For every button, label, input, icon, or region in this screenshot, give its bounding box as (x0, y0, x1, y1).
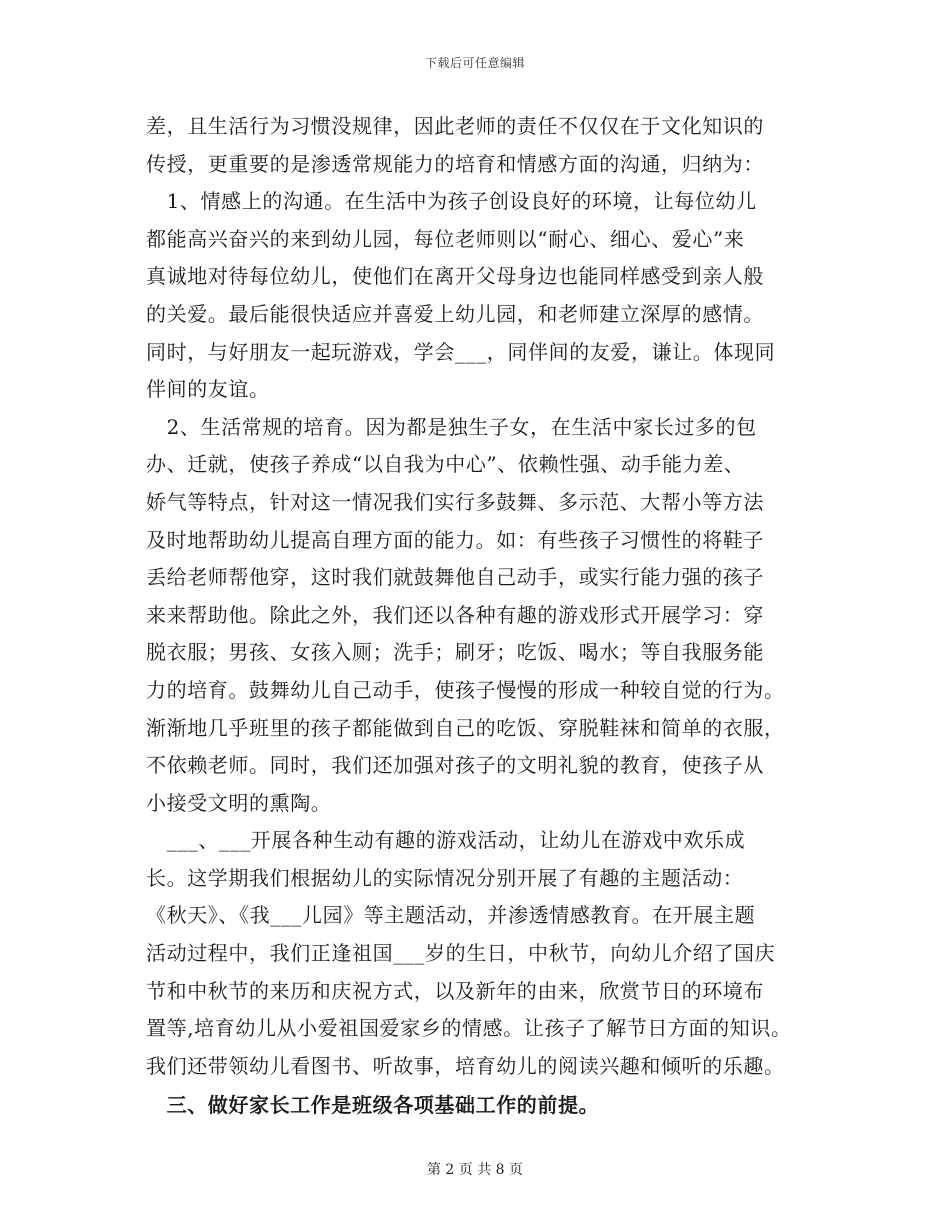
text-line: 2、生活常规的培育。因为都是独生子女，在生活中家长过多的包 (146, 414, 757, 439)
text-line: 《秋天》、《我___儿园》等主题活动，并渗透情感教育。在开展主题 (146, 903, 756, 928)
text-line: 的关爱。最后能很快适应并喜爱上幼儿园，和老师建立深厚的感情。 (146, 301, 764, 326)
section-heading: 三、做好家长工作是班级各项基础工作的前提。 (146, 1093, 600, 1118)
text-line: 力的培育。鼓舞幼儿自己动手，使孩子慢慢的形成一种较自觉的行为。 (146, 677, 785, 702)
header-note: 下载后可任意编辑 (424, 56, 525, 70)
text-line: 1、情感上的沟通。在生活中为孩子创设良好的环境，让每位幼儿 (146, 189, 757, 214)
text-line: 伴间的友谊。 (146, 377, 270, 402)
text-line: 同时，与好朋友一起玩游戏，学会___，同伴间的友爱，谦让。体现同 (146, 339, 776, 364)
text-line: 长。这学期我们根据幼儿的实际情况分别开展了有趣的主题活动： (146, 865, 744, 890)
body-text (146, 108, 826, 1125)
text-line: 小接受文明的熏陶。 (146, 790, 332, 815)
text-line: 我们还带领幼儿看图书、听故事，培育幼儿的阅读兴趣和倾听的乐趣。 (146, 1053, 785, 1078)
text-line: 来来帮助他。除此之外，我们还以各种有趣的游戏形式开展学习：穿 (146, 602, 764, 627)
text-line: 都能高兴奋兴的来到幼儿园，每位老师则以“耐心、细心、爱心”来 (146, 226, 745, 251)
text-line: 脱衣服；男孩、女孩入厕；洗手；刷牙；吃饭、喝水；等自我服务能 (146, 640, 764, 665)
text-line: 办、迁就，使孩子养成“以自我为中心”、依赖性强、动手能力差、 (146, 452, 745, 477)
text-line: 差，且生活行为习惯没规律，因此老师的责任不仅仅在于文化知识的 (146, 114, 764, 138)
text-line: 娇气等特点，针对这一情况我们实行多鼓舞、多示范、大帮小等方法 (146, 489, 764, 514)
text-line: 节和中秋节的来历和庆祝方式，以及新年的由来，欣赏节日的环境布 (146, 978, 764, 1003)
page-number: 第 2 页 共 8 页 (426, 1162, 524, 1178)
text-line: 活动过程中，我们正逢祖国___岁的生日，中秋节，向幼儿介绍了国庆 (146, 941, 776, 966)
text-line: 传授，更重要的是渗透常规能力的培育和情感方面的沟通，归纳为： (146, 151, 764, 176)
text-line: 丢给老师帮他穿，这时我们就鼓舞他自己动手，或实行能力强的孩子 (146, 565, 764, 590)
text-line: 真诚地对待每位幼儿，使他们在离开父母身边也能同样感受到亲人般 (146, 264, 764, 289)
text-line: 不依赖老师。同时，我们还加强对孩子的文明礼貌的教育，使孩子从 (146, 753, 764, 778)
text-line: ___、___开展各种生动有趣的游戏活动，让幼儿在游戏中欢乐成 (146, 828, 746, 853)
text-line: 及时地帮助幼儿提高自理方面的能力。如：有些孩子习惯性的将鞋子 (146, 527, 764, 552)
text-line: 置等,培育幼儿从小爱祖国爱家乡的情感。让孩子了解节日方面的知识。 (146, 1016, 792, 1041)
text-line: 渐渐地几乎班里的孩子都能做到自己的吃饭、穿脱鞋袜和简单的衣服， (146, 715, 785, 740)
